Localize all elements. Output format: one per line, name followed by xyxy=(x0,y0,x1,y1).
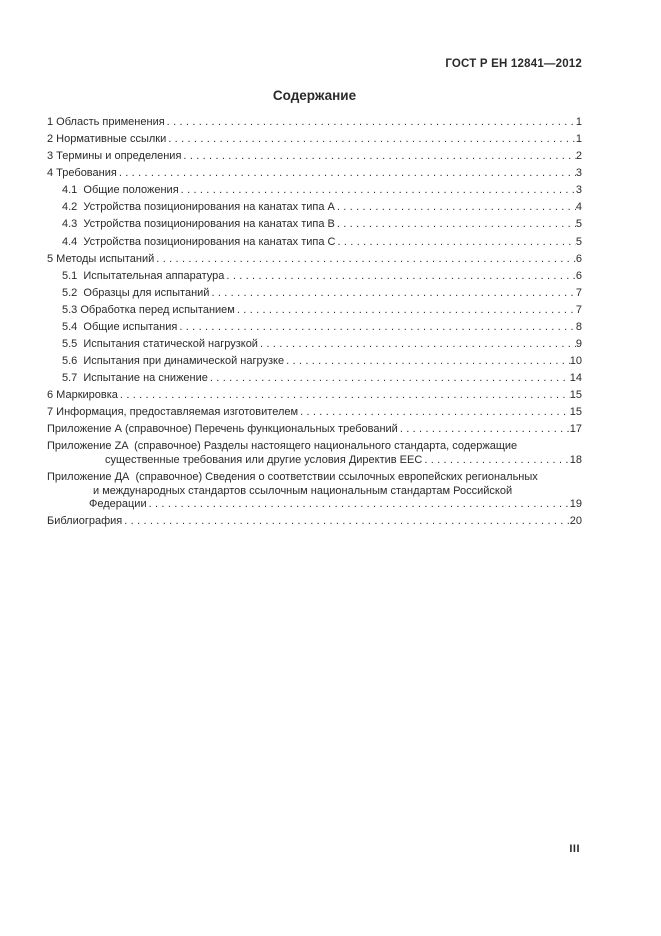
toc-dot-leader xyxy=(235,304,576,317)
toc-page-number: 7 xyxy=(575,303,582,316)
toc-page-number: 15 xyxy=(569,406,582,419)
toc-entry-text: 5.6 Испытания при динамической нагрузке xyxy=(62,355,285,368)
toc-page-number: 9 xyxy=(575,338,582,351)
toc-row xyxy=(47,406,582,419)
toc-row xyxy=(47,218,582,231)
toc-list xyxy=(47,116,582,529)
toc-dot-leader xyxy=(208,372,570,385)
toc-row xyxy=(47,270,582,283)
toc-page-number: 2 xyxy=(575,150,582,163)
toc-row xyxy=(47,150,582,163)
toc-row xyxy=(47,201,582,214)
toc-entry-text: 5.7 Испытание на снижение xyxy=(62,372,208,385)
toc-page-number: 14 xyxy=(569,372,582,385)
toc-page-number: 19 xyxy=(569,498,582,511)
toc-entry-text: существенные требования или другие условия Директив ЕЕС xyxy=(105,454,423,467)
toc-page-number: 18 xyxy=(569,454,582,467)
toc-dot-leader xyxy=(335,218,576,231)
toc-dot-leader xyxy=(398,423,570,436)
toc-dot-leader xyxy=(177,321,576,334)
toc-dot-leader xyxy=(422,454,569,467)
toc-entry-text: 1 Область применения xyxy=(47,116,165,128)
toc-entry-text: 4.2 Устройства позиционирования на канатах типа A xyxy=(62,201,335,214)
toc-entry-text: Библиография xyxy=(47,515,123,528)
toc-dot-leader xyxy=(122,515,570,528)
toc-page-number: 17 xyxy=(569,423,582,436)
toc-row xyxy=(47,485,582,498)
toc-dot-leader xyxy=(284,355,570,368)
toc-dot-leader xyxy=(117,167,576,180)
toc-entry-text: Приложение А (справочное) Перечень функциональных требований xyxy=(47,423,398,436)
toc-row xyxy=(47,236,582,249)
toc-row xyxy=(47,355,582,368)
toc-dot-leader xyxy=(154,253,576,266)
toc-page-number: 3 xyxy=(575,167,582,180)
toc-page-number: 4 xyxy=(575,201,582,214)
toc-row xyxy=(47,184,582,197)
toc-dot-leader xyxy=(179,184,576,197)
toc-page-number: 20 xyxy=(569,515,582,528)
toc-page-number: 8 xyxy=(575,320,582,333)
toc-row xyxy=(47,167,582,180)
toc-entry-text: и международных стандартов ссылочным национальным стандартам Российской xyxy=(93,484,513,497)
toc-page-number: 6 xyxy=(575,269,582,282)
toc-row xyxy=(47,515,582,528)
toc-row xyxy=(47,133,582,146)
toc-page-number: 3 xyxy=(575,184,582,197)
toc-page-number: 5 xyxy=(575,235,582,248)
toc-entry-text: 6 Маркировка xyxy=(47,389,118,402)
toc-entry-text: 5 Методы испытаний xyxy=(47,252,155,265)
toc-page-number: 10 xyxy=(569,355,582,368)
toc-row xyxy=(47,253,582,266)
folio-page-number: III xyxy=(569,843,580,855)
toc-dot-leader xyxy=(165,116,576,129)
toc-row xyxy=(47,372,582,385)
toc-dot-leader xyxy=(335,201,576,214)
toc-dot-leader xyxy=(166,133,576,146)
toc-entry-text: 5.5 Испытания статической нагрузкой xyxy=(62,338,258,351)
toc-entry-text: 2 Нормативные ссылки xyxy=(47,133,167,146)
toc-page-number: 5 xyxy=(575,218,582,231)
toc-entry-text: 5.3 Обработка перед испытанием xyxy=(62,303,235,316)
toc-dot-leader xyxy=(258,338,576,351)
toc-entry-text: 5.1 Испытательная аппаратура xyxy=(62,269,225,282)
toc-entry-text: Приложение ZA (справочное) Разделы настоящего национального стандарта, содержащие xyxy=(47,440,518,453)
toc-row xyxy=(47,389,582,402)
toc-row xyxy=(47,116,582,129)
toc-dot-leader xyxy=(224,270,575,283)
toc-row xyxy=(47,287,582,300)
toc-row xyxy=(47,423,582,436)
document-standard-designation: ГОСТ Р ЕН 12841—2012 xyxy=(445,58,582,70)
toc-entry-text: 4.3 Устройства позиционирования на канатах типа B xyxy=(62,218,335,231)
toc-row xyxy=(47,440,582,453)
toc-dot-leader xyxy=(118,389,570,402)
toc-entry-text: 5.4 Общие испытания xyxy=(62,320,178,333)
toc-entry-text: 4.1 Общие положения xyxy=(62,184,179,197)
toc-dot-leader xyxy=(335,236,575,249)
toc-row xyxy=(47,338,582,351)
toc-page-number: 1 xyxy=(575,116,582,128)
toc-entry-text: Приложение ДА (справочное) Сведения о соответствии ссылочных европейских региональных xyxy=(47,471,538,484)
toc-dot-leader xyxy=(147,498,570,511)
toc-entry-text: 4.4 Устройства позиционирования на канатах типа C xyxy=(62,235,336,248)
toc-entry-text: Федерации xyxy=(89,498,147,511)
toc-entry-text: 7 Информация, предоставляемая изготовителем xyxy=(47,406,299,419)
toc-entry-text: 5.2 Образцы для испытаний xyxy=(62,286,210,299)
toc-page-number: 6 xyxy=(575,252,582,265)
page-title: Содержание xyxy=(272,88,357,103)
toc-page-number: 1 xyxy=(575,133,582,146)
toc-row xyxy=(47,454,582,467)
toc-page-number: 15 xyxy=(569,389,582,402)
toc-row xyxy=(47,498,582,511)
toc-entry-text: 4 Требования xyxy=(47,167,117,180)
toc-dot-leader xyxy=(181,150,575,163)
toc-dot-leader xyxy=(209,287,575,300)
toc-dot-leader xyxy=(298,406,570,419)
toc-row xyxy=(47,304,582,317)
toc-row xyxy=(47,471,582,484)
toc-page-number: 7 xyxy=(575,286,582,299)
toc-entry-text: 3 Термины и определения xyxy=(47,150,182,163)
toc-row xyxy=(47,321,582,334)
